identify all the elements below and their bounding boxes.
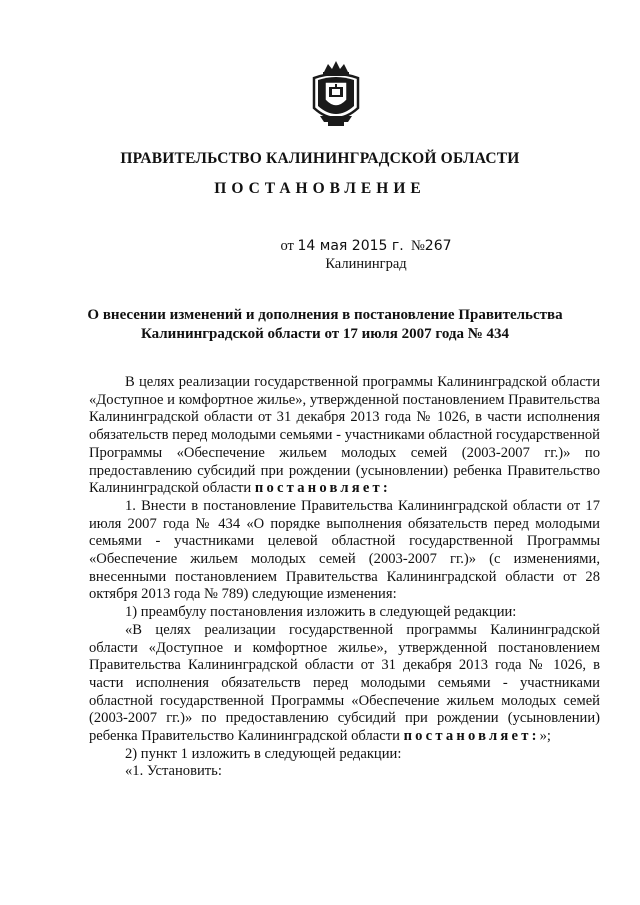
- city: Калининград: [325, 256, 407, 272]
- date-prefix: от: [280, 238, 294, 254]
- paragraph-item-1: 1. Внести в постановление Правительства Калининградской области от 17 июля 2007 года № 434 «О порядке выполнения обязательств перед молодыми семьями - участниками целевой областной государственной Программы «Обеспечение жильем молодых семей (2003-2007 гг.)» (с изменениями, внесенными постановлением Правительства Калининградской области от 28 октября 2013 года № 789) следующие изменения:: [89, 497, 600, 603]
- quoted-resolves-word: постановляет:: [403, 728, 540, 745]
- subject-heading: [45, 306, 605, 344]
- paragraph-subitem-1: 1) преамбулу постановления изложить в следующей редакции:: [125, 604, 517, 621]
- paragraph-item-establish: «1. Установить:: [125, 763, 222, 780]
- coat-of-arms-icon: [308, 58, 364, 130]
- paragraph-subitem-2: 2) пункт 1 изложить в следующей редакции:: [125, 745, 402, 762]
- subject-line-2: Калининградской области от 17 июля 2007 года № 434: [140, 326, 510, 342]
- government-title: ПРАВИТЕЛЬСТВО КАЛИНИНГРАДСКОЙ ОБЛАСТИ: [120, 150, 520, 167]
- document-body: [89, 374, 600, 781]
- subject-line-1: О внесении изменений и дополнения в постановление Правительства: [87, 307, 563, 323]
- quoted-preamble-tail: »;: [539, 728, 551, 745]
- date-line: [0, 238, 640, 255]
- quoted-preamble-text: «В целях реализации государственной программы Калининградской области «Доступное и комфортное жилье», утвержденной постановлением Правительства Калининградской области от 31 декабря 2013 года № 1026, в части исполнения обязательств перед молодыми семьями - участниками областной государственной Программы «Обеспечение жильем молодых семей (2003-2007 гг.)» по предоставлению субсидий при рождении (усыновлении) ребенка Правительство Калининградской области: [89, 621, 600, 745]
- date-value: 14 мая 2015 г.: [297, 238, 404, 254]
- number-prefix: №: [410, 238, 425, 254]
- paragraph-preamble: [89, 374, 600, 498]
- resolves-word: постановляет:: [254, 480, 391, 497]
- paragraph-preamble-text: В целях реализации государственной программы Калининградской области «Доступное и комфортное жилье», утвержденной постановлением Правительства Калининградской области от 31 декабря 2013 года № 1026, в части исполнения обязательств перед молодыми семьями - участниками областной государственной Программы «Обеспечение жильем молодых семей (2003-2007 гг.)» по предоставлению субсидий при рождении (усыновлении) ребенка Правительство Калининградской области: [89, 374, 600, 497]
- paragraph-quoted-preamble: [89, 622, 600, 746]
- document-type: ПОСТАНОВЛЕНИЕ: [214, 180, 426, 197]
- number-value: 267: [424, 238, 452, 254]
